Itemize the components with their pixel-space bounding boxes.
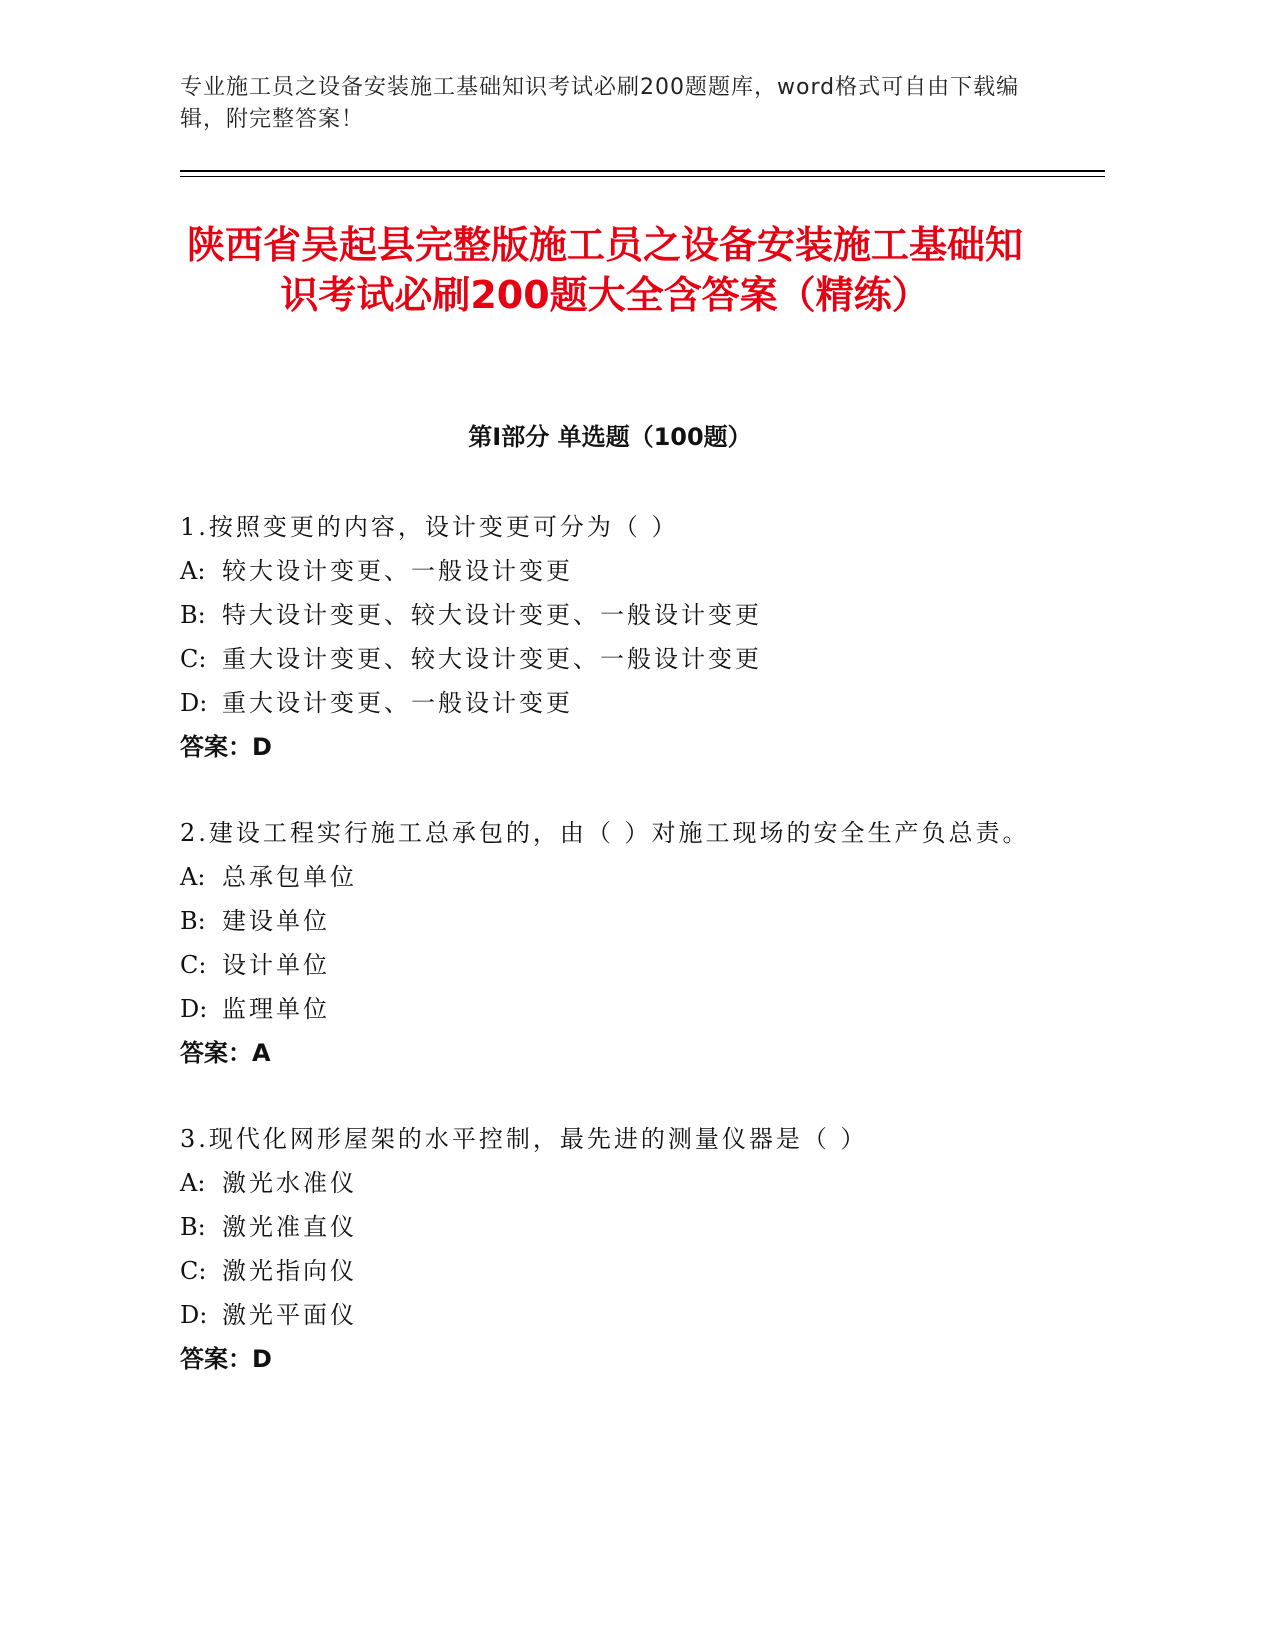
option-text: 激光准直仪 [222, 1213, 357, 1241]
option-text: 较大设计变更、一般设计变更 [222, 557, 573, 585]
option-c [180, 637, 1040, 681]
option-letter: A: [180, 1169, 206, 1197]
option-c [180, 1249, 1040, 1293]
option-d [180, 1293, 1040, 1337]
option-b [180, 899, 1040, 943]
option-letter: C: [180, 1257, 207, 1285]
option-letter: B: [180, 907, 206, 935]
option-a [180, 1161, 1040, 1205]
option-b [180, 593, 1040, 637]
question-1 [180, 505, 1040, 769]
option-text: 设计单位 [222, 951, 330, 979]
option-text: 激光指向仪 [222, 1257, 357, 1285]
header-note: 专业施工员之设备安装施工基础知识考试必刷200题题库，word格式可自由下载编辑，附完整答案！ [180, 75, 1020, 132]
option-text: 特大设计变更、较大设计变更、一般设计变更 [222, 601, 762, 629]
option-text: 激光水准仪 [222, 1169, 357, 1197]
question-stem: 2.建设工程实行施工总承包的，由（ ）对施工现场的安全生产负总责。 [180, 819, 1030, 847]
option-a [180, 549, 1040, 593]
option-text: 重大设计变更、一般设计变更 [222, 689, 573, 717]
option-text: 监理单位 [222, 995, 330, 1023]
header-divider-thick [180, 170, 1105, 172]
option-letter: B: [180, 1213, 206, 1241]
header-divider-thin [180, 176, 1105, 177]
question-stem: 1.按照变更的内容，设计变更可分为（ ） [180, 513, 679, 541]
option-a [180, 855, 1040, 899]
answer: 答案：A [180, 1039, 271, 1067]
section-heading: 第Ⅰ部分 单选题（100题） [468, 423, 752, 451]
option-text: 建设单位 [222, 907, 330, 935]
option-letter: D: [180, 689, 208, 717]
option-text: 激光平面仪 [222, 1301, 357, 1329]
option-c [180, 943, 1040, 987]
option-letter: B: [180, 601, 206, 629]
option-letter: D: [180, 1301, 208, 1329]
document-title: 陕西省吴起县完整版施工员之设备安装施工基础知识考试必刷200题大全含答案（精练） [186, 223, 1023, 317]
question-3 [180, 1117, 1040, 1381]
option-letter: A: [180, 557, 206, 585]
option-letter: A: [180, 863, 206, 891]
option-letter: C: [180, 645, 207, 673]
option-d [180, 681, 1040, 725]
answer: 答案：D [180, 733, 272, 761]
option-text: 重大设计变更、较大设计变更、一般设计变更 [222, 645, 762, 673]
question-list [180, 505, 1040, 1423]
option-letter: D: [180, 995, 208, 1023]
option-letter: C: [180, 951, 207, 979]
option-d [180, 987, 1040, 1031]
question-stem: 3.现代化网形屋架的水平控制，最先进的测量仪器是（ ） [180, 1125, 868, 1153]
question-2 [180, 811, 1040, 1075]
option-text: 总承包单位 [222, 863, 357, 891]
option-b [180, 1205, 1040, 1249]
answer: 答案：D [180, 1345, 272, 1373]
